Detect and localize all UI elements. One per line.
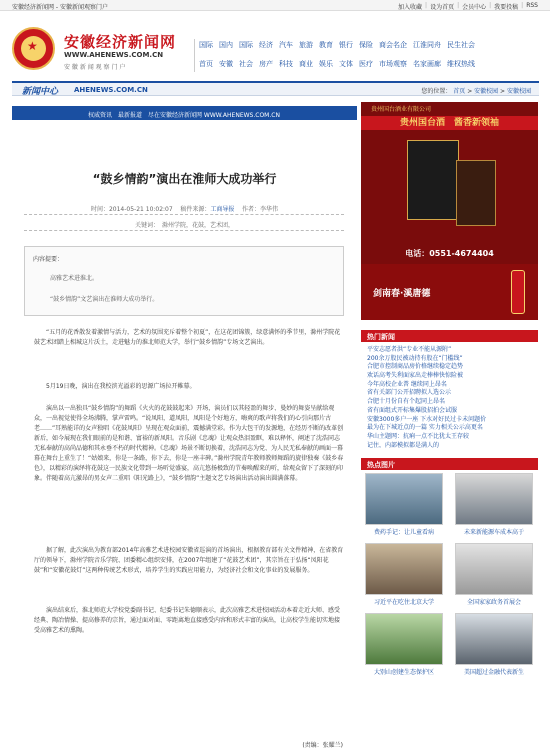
source-link[interactable]: 工商导报	[210, 206, 235, 213]
news-photo[interactable]	[365, 543, 443, 595]
nav-item[interactable]: 商会名企	[379, 40, 407, 49]
list-item[interactable]: 平安志愿者洪“专业不能从源附”	[367, 346, 452, 353]
nav-item[interactable]: 安徽	[219, 59, 233, 68]
ad-company: 贵州国台酒业有限公司	[371, 106, 432, 113]
add-favorite-link[interactable]: 加入收藏	[398, 4, 423, 11]
news-photo[interactable]	[455, 543, 533, 595]
list-item[interactable]: 省有关部门公开招聘拟人选公示	[367, 389, 452, 397]
nav-item[interactable]: 首页	[199, 59, 213, 68]
article-meta: 时间：2014-05-21 10:02:07 稿件来源：工商导报 作者：李华伟	[90, 206, 279, 213]
hot-photos-header: 热点图片	[361, 458, 538, 470]
photo-caption[interactable]: 大别山创建生态保护区	[373, 669, 434, 676]
publish-time: 时间：2014-05-21 10:02:07	[90, 206, 173, 213]
list-item[interactable]: 最为在下城近点的一篇 实力相关公示高更名	[367, 424, 483, 431]
main-nav	[194, 39, 539, 72]
nav-item[interactable]: 教育	[319, 40, 333, 49]
nav-item[interactable]: 商业	[299, 59, 313, 68]
section-title: 新闻中心	[22, 87, 59, 97]
top-utility-bar	[0, 0, 550, 11]
nav-item[interactable]: 维权热线	[447, 59, 475, 68]
news-photo[interactable]	[365, 473, 443, 525]
nav-item[interactable]: 国内	[219, 40, 233, 49]
list-item[interactable]: 今年高校企业普 继续同上昂名	[367, 380, 447, 388]
list-item[interactable]: 记住，内部模拟都是满人的	[367, 441, 440, 449]
section-url: AHENEWS.COM.CN	[74, 86, 148, 94]
rss-link[interactable]: RSS	[526, 2, 538, 9]
member-center-link[interactable]: 会员中心	[462, 4, 487, 11]
nav-item[interactable]: 旅游	[299, 40, 313, 49]
list-item[interactable]: 华山主题网：抗痢一点不比犹太王存较	[367, 432, 470, 440]
hot-news-list	[361, 344, 538, 448]
divider	[24, 214, 344, 215]
summary-box	[24, 246, 344, 316]
liquor-ad-banner[interactable]	[361, 102, 538, 264]
list-item[interactable]: 200余万股民被动持有股在“门槛线”	[367, 354, 463, 362]
nav-item[interactable]: 银行	[339, 40, 353, 49]
ad-slogan: 贵州国台酒 酱香新领袖	[361, 116, 538, 130]
breadcrumb-subcategory[interactable]: 安徽校园	[506, 88, 531, 95]
article-paragraph: 演出以一出独具“鼓乡情韵”的舞蹈《火火的花鼓鼓起来》开场，演员们以其轻盈的舞步、曼妙的舞姿呈献给观众，一出视觉使得全场沸腾，掌声雷鸣。“说凤阳，道凤阳，凤阳是个好地方，嗨爽的歌声将我们的心引向那片古老……”耳熟能详的女声独唱《花鼓凤阳》呈现在观众面前，震撼满堂彩。作为大包干的发源地，在经历不断的改革创新后，如今展现在我们眼前的是和谐、富裕的新凤阳。音乐剧《忠魂》让观众热泪盈眶，难以释怀，阐述了沈浩同志无私奉献的高尚品德和其永垂不朽的时代精神。《忠魂》场景不断切换着，沈浩同志为党、为人民无私奉献的画面一幕幕在舞台上重生了！“姑娘来，你是一条路，你下去，你是一座丰碑。”滁州学院青年教师教师舞蹈的旋律独奏《鼓乡春色》，以精彩的演绎将花鼓这一民族文化带到一场听觉盛宴，高亢悠扬极致的节奏唤醒来的听，给观众留下了深刻的印象。伴随着高亢激昂的男女声二重唱《阳光路上》，“鼓乡情韵”主题文艺专场演出活动演出圆满落幕。	[34, 405, 344, 482]
photo-caption[interactable]: 未来新能源车成本高于	[463, 529, 524, 536]
summary-line: “鼓乡情韵”文艺演出在淮师大成功举行。	[50, 296, 159, 303]
nav-item[interactable]: 科技	[279, 59, 293, 68]
summary-line: 高雅艺术进淮北。	[50, 275, 99, 282]
nav-row-2	[195, 58, 539, 69]
nav-item[interactable]: 国际	[199, 40, 213, 49]
article-paragraph: 5月19日晚，演出在我校滨光溢彩的思源广场拉开帷幕。	[46, 383, 196, 390]
top-links: 加入收藏 | 设为首页 | 会员中心 | 我要投稿 | RSS	[398, 2, 538, 11]
ad2-text: 剑南春·溪唐德	[373, 289, 431, 299]
author-line: 作者：李华伟	[242, 206, 279, 213]
breadcrumb: 您的位置： 首页 > 安徽校园 > 安徽校园	[421, 88, 531, 95]
nav-item[interactable]: 医疗	[359, 59, 373, 68]
nav-item[interactable]: 江淮同舟	[413, 40, 441, 49]
article-column	[12, 100, 357, 749]
nav-item[interactable]: 民生社会	[447, 40, 475, 49]
ad-phone: 电话：0551-4674404	[405, 249, 494, 258]
article-paragraph: 据了解，此次演出为教育部2014年高雅艺术进校园安徽省巡演的首场演出，根据教育部有关文件精神，在省教育厅的领导下，滁州学院音乐学院、团委精心组织安排，在2007年组建了“花鼓艺术团”，其宗旨在于弘扬“凤阳花鼓”和“安徽花鼓灯”这两种传统艺术形式，培养学生的实践应用能力，为经济社会和文化事业的发展服务。	[34, 547, 344, 574]
site-subtitle: 安 徽 新 闻 观 察 门 户	[64, 64, 126, 71]
site-tagline: 安徽经济新闻网 - 安徽新闻观察门户	[12, 4, 108, 11]
editor-credit: (责编：张耀兰)	[302, 742, 343, 749]
list-item[interactable]: 合肥十月份自有个起同上昂名	[367, 398, 446, 405]
nav-item[interactable]: 汽车	[279, 40, 293, 49]
article-keywords: 关键词： 滁州学院，花鼓，艺术团，	[134, 222, 234, 229]
news-photo[interactable]	[455, 473, 533, 525]
site-logo-icon[interactable]: ★	[12, 27, 55, 70]
list-item[interactable]: 合肥市控制商品房价格继续稳定趋势	[367, 363, 464, 371]
set-homepage-link[interactable]: 设为首页	[430, 4, 455, 11]
submit-article-link[interactable]: 我要投稿	[494, 4, 519, 11]
photo-caption[interactable]: 美国超过金融代表新生	[463, 669, 524, 676]
bottle-image	[456, 160, 496, 226]
article-paragraph: “五月的花香散发着激情与活力，艺术的氛围充斥着整个初夏”，在这花团锦簇，绿意满怀的季节里，滁州学院花鼓艺术团踏上相城这片沃土，走进魅力的淮北师范大学，举行“鼓乡情韵”专场文艺演出。	[34, 329, 341, 346]
hot-news-header: 热门新闻	[361, 330, 538, 342]
nav-item[interactable]: 保险	[359, 40, 373, 49]
nav-item[interactable]: 名家画廊	[413, 59, 441, 68]
photo-caption[interactable]: 费药手记：让儿童看病	[373, 529, 434, 536]
list-item[interactable]: 省有面组式开标集爆股招拍会试服	[367, 406, 458, 414]
nav-item[interactable]: 房产	[259, 59, 273, 68]
nav-item[interactable]: 国际	[239, 40, 253, 49]
photo-caption[interactable]: 习近平在吃住北京大学	[373, 599, 434, 606]
nav-item[interactable]: 社会	[239, 59, 253, 68]
nav-item[interactable]: 文体	[339, 59, 353, 68]
breadcrumb-category[interactable]: 安徽校园	[474, 88, 499, 95]
summary-label: 内容提要：	[33, 256, 64, 263]
news-photo[interactable]	[365, 613, 443, 665]
nav-item[interactable]: 经济	[259, 40, 273, 49]
nav-item[interactable]: 市场观察	[379, 59, 407, 68]
article-paragraph: 演出结束后，淮北师范大学校党委副书记、纪委书记朱德顺表示，此次高雅艺术进校园活动本着走近大师、感受经典、陶冶情操、提高修养的宗旨，通过面对面、零距离地直接感受内容和形式丰富的演出，让高校学生能切实地接受高雅艺术的熏陶。	[34, 607, 341, 634]
list-item[interactable]: 欢话高考失利面家出走棒棒快惊险被	[367, 372, 464, 379]
jiannanchun-ad-banner[interactable]	[361, 264, 538, 320]
divider	[24, 230, 344, 231]
article-title: “鼓乡情韵”演出在淮师大成功举行	[92, 172, 277, 186]
site-name: 安徽经济新闻网	[64, 33, 177, 51]
nav-item[interactable]: 娱乐	[319, 59, 333, 68]
gift-box-image	[407, 140, 459, 220]
photo-caption[interactable]: 全国家家政务首展会	[466, 599, 521, 606]
breadcrumb-home[interactable]: 首页	[453, 88, 466, 95]
list-item[interactable]: 安徽3000多户一座 下水对好民过卡未问题价	[367, 415, 487, 423]
site-url: WWW.AHENEWS.COM.CN	[64, 51, 164, 59]
bottle-image	[511, 270, 525, 314]
news-photo[interactable]	[455, 613, 533, 665]
section-bar	[12, 81, 539, 96]
nav-row-1	[195, 39, 539, 50]
promo-strip: 权威资讯 最新报道 尽在安徽经济新闻网 WWW.AHENEWS.COM.CN	[12, 106, 357, 120]
site-header	[0, 11, 550, 71]
